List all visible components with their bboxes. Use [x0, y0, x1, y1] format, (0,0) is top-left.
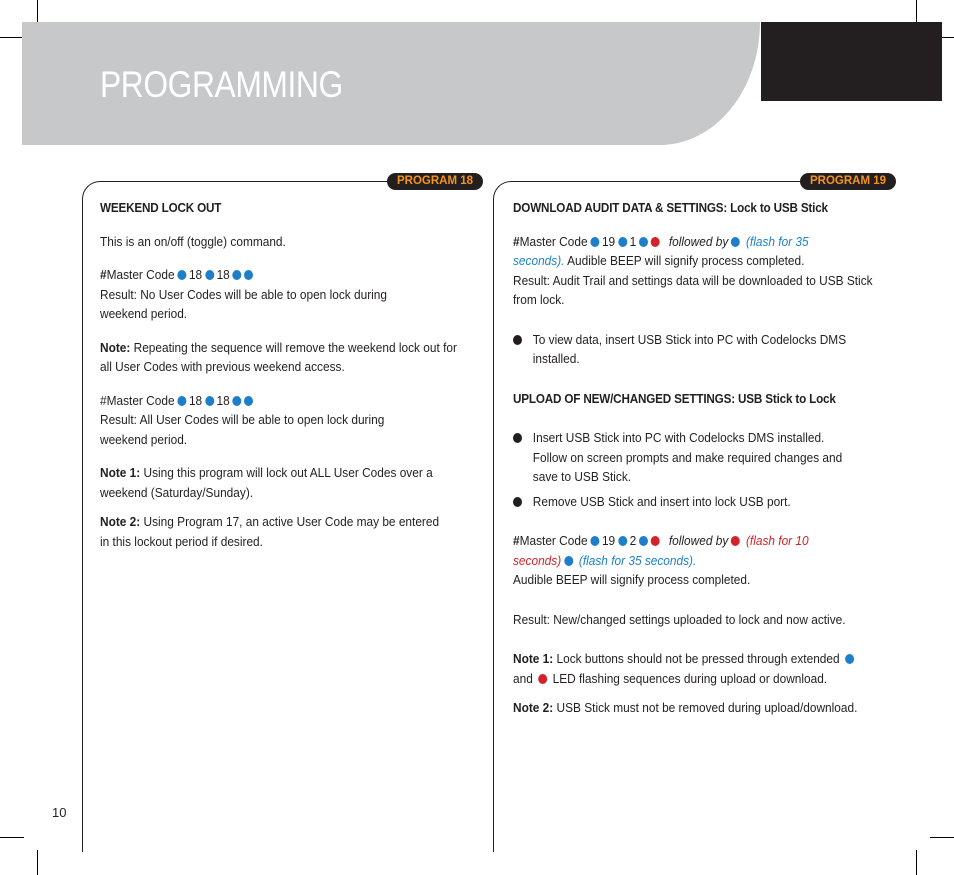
bullet-icon	[513, 335, 522, 345]
crop-mark	[0, 837, 24, 838]
blue-dot-icon	[205, 270, 214, 280]
sequence-line: #Master Code 18 18	[100, 265, 478, 285]
blue-dot-icon	[177, 396, 186, 406]
sequence-line-cont: seconds). Audible BEEP will signify process completed.	[513, 253, 805, 268]
crop-mark	[0, 37, 22, 38]
bullet-icon	[513, 433, 522, 443]
program-18-tag: PROGRAM 18	[387, 173, 483, 190]
blue-dot-icon	[232, 396, 241, 406]
page-number: 10	[52, 805, 67, 820]
crop-mark	[930, 837, 954, 838]
result-text-cont: weekend period.	[100, 306, 188, 321]
crop-mark	[37, 850, 38, 875]
program-19-tag: PROGRAM 19	[800, 173, 896, 190]
result-text-cont: from lock.	[513, 292, 565, 307]
note-2-text: Note 2: Using Program 17, an active User Code may be entered	[100, 514, 440, 529]
sequence-line-cont: seconds) (flash for 35 seconds).	[513, 552, 697, 568]
blue-dot-icon	[244, 396, 253, 406]
note-2-text: Note 2: USB Stick must not be removed during upload/download.	[513, 700, 858, 715]
note-1-text-cont: and LED flashing sequences during upload or download.	[513, 670, 828, 686]
note-2-text-cont: in this lockout period if desired.	[100, 533, 263, 549]
note-1-text: Note 1: Using this program will lock out ALL User Codes over a	[100, 465, 433, 480]
note-text-cont: all User Codes with previous weekend access.	[100, 359, 345, 374]
result-text: Result: New/changed settings uploaded to lock and now active.	[513, 611, 846, 627]
section-heading-download: DOWNLOAD AUDIT DATA & SETTINGS: Lock to USB Stick	[513, 200, 828, 215]
red-dot-icon	[651, 237, 660, 247]
crop-mark	[916, 850, 917, 875]
result-text-cont: weekend period.	[100, 431, 188, 447]
list-item: To view data, insert USB Stick into PC with Codelocks DMS installed.	[513, 330, 896, 369]
sequence-line: #Master Code 19 1 followed by (flash for 35	[513, 233, 809, 249]
blue-dot-icon	[845, 654, 854, 664]
result-text: Result: All User Codes will be able to open lock during	[100, 412, 385, 427]
list-item: Remove USB Stick and insert into lock USB port.	[513, 492, 896, 512]
red-dot-icon	[538, 674, 547, 684]
blue-dot-icon	[590, 536, 599, 546]
red-dot-icon	[651, 536, 660, 546]
red-dot-icon	[731, 536, 740, 546]
header-dark-block	[761, 22, 942, 101]
blue-dot-icon	[590, 237, 599, 247]
blue-dot-icon	[177, 270, 186, 280]
section-heading: WEEKEND LOCK OUT	[100, 200, 222, 215]
sequence-line: #Master Code 19 2 followed by (flash for 10	[513, 533, 809, 548]
sequence-line: #Master Code 18 18	[100, 391, 478, 411]
result-text: Result: No User Codes will be able to open lock during	[100, 286, 387, 302]
blue-dot-icon	[244, 270, 253, 280]
blue-dot-icon	[618, 536, 627, 546]
result-text: Result: Audit Trail and settings data will be downloaded to USB Stick	[513, 272, 873, 288]
list-item: Insert USB Stick into PC with Codelocks DMS installed. Follow on screen prompts and make required changes and save to USB Stick.	[513, 428, 896, 487]
note-1-text: Note 1: Lock buttons should not be pressed through extended	[513, 649, 896, 669]
bullet-icon	[513, 497, 522, 507]
note-text: Note: Repeating the sequence will remove the weekend lock out for	[100, 339, 457, 355]
blue-dot-icon	[639, 536, 648, 546]
blue-dot-icon	[639, 237, 648, 247]
program-19-section	[513, 198, 896, 718]
crop-mark	[37, 0, 38, 22]
intro-text: This is an on/off (toggle) command.	[100, 233, 286, 249]
blue-dot-icon	[564, 556, 573, 566]
section-heading-upload: UPLOAD OF NEW/CHANGED SETTINGS: USB Stick to Lock	[513, 390, 836, 406]
page-title: PROGRAMMING	[100, 64, 343, 105]
beep-text: Audible BEEP will signify process completed.	[513, 572, 751, 587]
crop-mark	[916, 0, 917, 22]
blue-dot-icon	[618, 237, 627, 247]
blue-dot-icon	[731, 237, 740, 247]
program-18-section	[100, 198, 478, 551]
note-1-text-cont: weekend (Saturday/Sunday).	[100, 484, 254, 500]
blue-dot-icon	[205, 396, 214, 406]
blue-dot-icon	[232, 270, 241, 280]
